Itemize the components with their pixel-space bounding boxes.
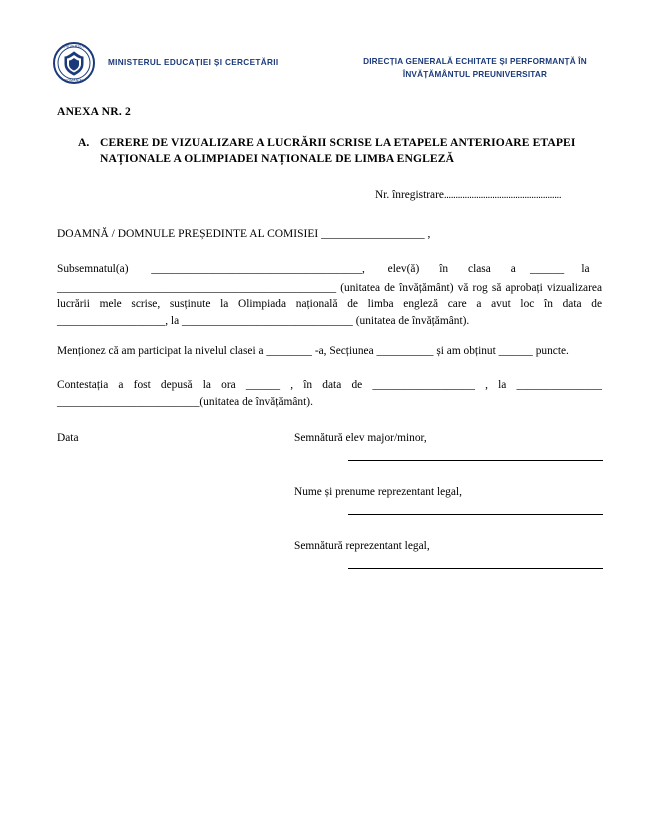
p1-blank5: ______________________________ bbox=[182, 314, 353, 327]
student-signature-line bbox=[348, 460, 603, 461]
p1-text4: (unitatea de învățământ). bbox=[355, 314, 470, 327]
p3-blank1: ______ bbox=[245, 378, 281, 391]
signature-block bbox=[57, 431, 602, 561]
p1-blank4: ___________________ bbox=[57, 314, 166, 327]
p2-blank1: ________ bbox=[266, 345, 312, 358]
p1-part4: în bbox=[439, 263, 449, 276]
ministry-seal-icon bbox=[53, 42, 95, 84]
p3-part3: , la bbox=[485, 378, 507, 391]
request-title-row bbox=[57, 135, 602, 166]
p3-blank4: _________________________ bbox=[57, 396, 200, 409]
p3-blank3: _______________ bbox=[516, 378, 602, 391]
p3-part4: (unitatea de învățământ). bbox=[199, 396, 313, 409]
paragraph-3 bbox=[57, 377, 602, 411]
legal-rep-signature-line bbox=[348, 568, 603, 569]
p1-blank3: _________________________________________________ bbox=[57, 281, 337, 294]
p2-part2: -a, Secțiunea bbox=[314, 345, 374, 358]
document-header bbox=[0, 22, 653, 82]
p1-blank1: _____________________________________ bbox=[151, 263, 363, 276]
p1-part2: , bbox=[362, 263, 365, 276]
student-signature-label: Semnătură elev major/minor, bbox=[294, 432, 427, 445]
p1-text2: (unitatea de învățământ) vă rog să aprobați vizualizarea lucrării mele scrise, susținute la Olimpiada națională de limba engleză care a avut loc în data de bbox=[57, 281, 602, 311]
registration-dots: ................................................... bbox=[443, 190, 562, 202]
annex-title: ANEXA NR. 2 bbox=[57, 105, 132, 118]
registration-number-line bbox=[57, 188, 602, 203]
p2-blank2: __________ bbox=[376, 345, 434, 358]
svg-text:ROMÂNIEI: ROMÂNIEI bbox=[64, 78, 84, 83]
p1-blank2: ______ bbox=[530, 263, 565, 276]
ministry-name: MINISTERUL EDUCAȚIEI ȘI CERCETĂRII bbox=[108, 58, 279, 67]
p3-part2: , în data de bbox=[290, 378, 363, 391]
p2-part1: Menționez că am participat la nivelul clasei a bbox=[57, 345, 264, 358]
p2-part4: puncte. bbox=[535, 345, 569, 358]
legal-rep-signature-label: Semnătură reprezentant legal, bbox=[294, 540, 430, 553]
svg-text:UNIVERSUL: UNIVERSUL bbox=[62, 44, 86, 49]
item-letter: A. bbox=[78, 136, 90, 150]
legal-rep-name-line bbox=[348, 514, 603, 515]
p1-part7: la bbox=[581, 263, 590, 276]
p1-part3: elev(ă) bbox=[387, 263, 420, 276]
p1-part1: Subsemnatul(a) bbox=[57, 263, 129, 276]
department-line-1: DIRECȚIA GENERALĂ ECHITATE ȘI PERFORMANȚĂ ÎN bbox=[363, 57, 587, 66]
date-label: Data bbox=[57, 432, 79, 445]
department-line-2: ÎNVĂȚĂMÂNTUL PREUNIVERSITAR bbox=[402, 70, 548, 79]
document-body bbox=[57, 104, 602, 561]
p2-part3: și am obținut bbox=[436, 345, 496, 358]
legal-rep-name-label: Nume și prenume reprezentant legal, bbox=[294, 486, 462, 499]
paragraph-1-line-2 bbox=[57, 280, 602, 330]
signature-column bbox=[294, 431, 604, 569]
p2-blank3: ______ bbox=[498, 345, 533, 358]
registration-label: Nr. înregistrare bbox=[375, 189, 444, 202]
department-name bbox=[330, 55, 620, 81]
paragraph-2 bbox=[57, 343, 602, 360]
addressee-line: DOAMNĂ / DOMNULE PREȘEDINTE AL COMISIEI __________________ , bbox=[57, 228, 431, 241]
p1-part6: a bbox=[510, 263, 516, 276]
p1-text3: , la bbox=[165, 314, 180, 327]
p1-part5: clasa bbox=[468, 263, 491, 276]
request-title: CERERE DE VIZUALIZARE A LUCRĂRII SCRISE LA ETAPELE ANTERIOARE ETAPEI NAȚIONALE A OLIMPIADEI NAȚIONALE DE LIMBA ENGLEZĂ bbox=[100, 136, 576, 165]
paragraph-1-line-1 bbox=[57, 261, 602, 278]
p3-blank2: __________________ bbox=[372, 378, 475, 391]
p3-part1: Contestația a fost depusă la ora bbox=[57, 378, 236, 391]
